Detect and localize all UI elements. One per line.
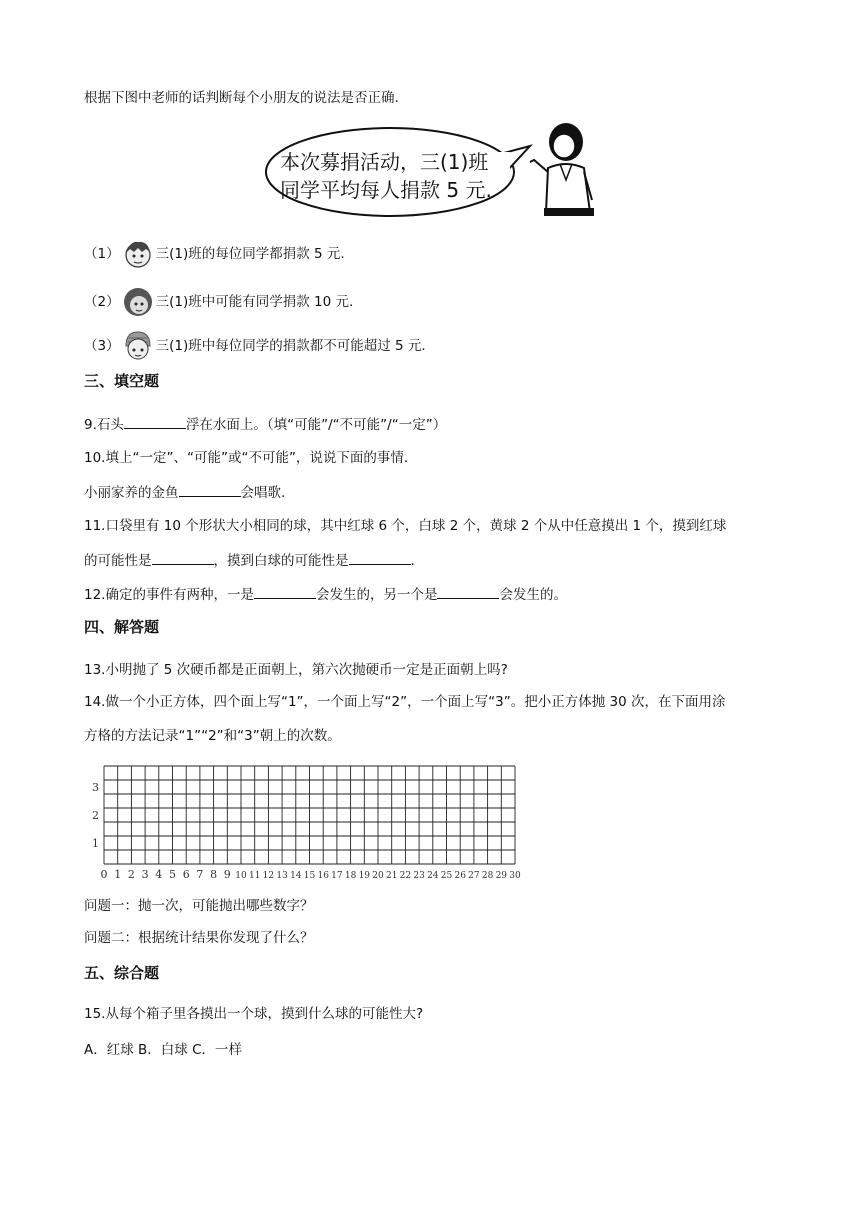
speech-line-2: 同学平均每人捐款 5 元.: [280, 178, 492, 202]
section-3-title: 三、填空题: [84, 372, 160, 390]
teacher-figure-icon: [520, 120, 600, 216]
q11-middle: ，摸到白球的可能性是: [213, 553, 349, 569]
statement-number: （3）: [84, 338, 120, 354]
x-axis-label: 24: [427, 871, 439, 881]
question-11-line-1: 11.口袋里有 10 个形状大小相同的球，其中红球 6 个，白球 2 个，黄球 2 个从中任意摸出 1 个，摸到红球: [84, 518, 727, 534]
question-15: 15.从每个箱子里各摸出一个球，摸到什么球的可能性大?: [84, 1006, 424, 1022]
x-axis-label: 18: [344, 871, 357, 881]
x-axis-label: 14: [290, 871, 302, 881]
x-axis-label: 9: [223, 868, 231, 881]
child-face-icon: [122, 330, 154, 362]
answer-blank[interactable]: [254, 584, 316, 599]
q10-suffix: 会唱歌.: [240, 485, 286, 501]
statement-2: [84, 286, 353, 318]
intro-text: 根据下图中老师的话判断每个小朋友的说法是否正确.: [84, 90, 399, 106]
x-axis-label: 3: [141, 868, 149, 881]
x-axis-label: 19: [358, 871, 371, 881]
grid-svg[interactable]: [88, 762, 528, 884]
x-axis-label: 25: [440, 871, 453, 881]
x-axis-label: 8: [210, 868, 218, 881]
question-11-line-2: [84, 550, 415, 571]
section-4-title: 四、解答题: [84, 618, 160, 636]
statement-3: [84, 330, 426, 362]
x-axis-label: 5: [169, 868, 176, 881]
grid-lines: [104, 766, 515, 864]
q10-prefix: 小丽家养的金鱼: [84, 485, 179, 501]
x-axis-label: 23: [413, 871, 425, 881]
x-axis-label: 17: [331, 871, 343, 881]
x-axis-label: 2: [127, 868, 135, 881]
x-axis-label: 0: [100, 868, 108, 881]
x-axis-label: 20: [372, 871, 384, 881]
x-axis-label: 15: [303, 871, 316, 881]
q12-suffix: 会发生的。: [499, 587, 567, 603]
x-axis-label: 10: [235, 871, 247, 881]
statement-text: 三(1)班中可能有同学捐款 10 元.: [155, 294, 354, 310]
x-axis-label: 16: [317, 871, 329, 881]
child-face-icon: [122, 286, 154, 318]
x-axis-label: 7: [196, 868, 204, 881]
x-axis-label: 4: [155, 868, 163, 881]
q11-suffix: .: [410, 553, 415, 569]
question-14-sub-1: 问题一：抛一次，可能抛出哪些数字？: [84, 898, 314, 914]
question-10-prompt: 10.填上“一定”、“可能”或“不可能”，说说下面的事情.: [84, 450, 409, 466]
question-9: [84, 414, 446, 435]
x-axis-label: 29: [495, 871, 508, 881]
answer-blank[interactable]: [152, 550, 214, 565]
teacher-speech-text: [280, 148, 492, 204]
q9-suffix: 浮在水面上。（填“可能”/“不可能”/“一定”）: [185, 417, 447, 433]
statement-1: [84, 238, 345, 270]
x-axis-label: 12: [262, 871, 275, 881]
y-axis-label: 2: [92, 809, 99, 822]
statement-number: （2）: [84, 294, 120, 310]
q11-prefix: 的可能性是: [84, 553, 152, 569]
q12-middle: 会发生的，另一个是: [315, 587, 438, 603]
question-14-line-1: 14.做一个小正方体，四个面上写“1”，一个面上写“2”，一个面上写“3”。把小正方体抛 30 次，在下面用涂: [84, 694, 726, 710]
answer-blank[interactable]: [437, 584, 499, 599]
question-14-line-2: 方格的方法记录“1”“2”和“3”朝上的次数。: [84, 728, 341, 744]
child-face-icon: [122, 238, 154, 270]
x-axis-label: 30: [509, 871, 521, 881]
speech-line-1: 本次募捐活动，三(1)班: [280, 150, 489, 174]
y-axis-label: 1: [92, 837, 99, 850]
statement-text: 三(1)班的每位同学都捐款 5 元.: [155, 246, 345, 262]
x-axis-label: 1: [114, 868, 122, 881]
x-axis-label: 11: [248, 871, 261, 881]
x-axis-label: 13: [276, 871, 288, 881]
x-axis-label: 28: [481, 871, 494, 881]
section-5-title: 五、综合题: [84, 964, 160, 982]
answer-blank[interactable]: [179, 482, 241, 497]
question-10-item: [84, 482, 285, 503]
question-13: 13.小明抛了 5 次硬币都是正面朝上，第六次抛硬币一定是正面朝上吗?: [84, 662, 508, 678]
x-axis-label: 26: [454, 871, 466, 881]
y-axis-label: 3: [92, 781, 99, 794]
x-axis-label: 27: [468, 871, 480, 881]
answer-blank[interactable]: [349, 550, 411, 565]
question-14-sub-2: 问题二：根据统计结果你发现了什么？: [84, 930, 314, 946]
q9-prefix: 9.石头: [84, 417, 124, 433]
tally-grid: [88, 762, 528, 884]
statement-number: （1）: [84, 246, 120, 262]
x-axis-label: 22: [399, 871, 412, 881]
x-axis-label: 6: [182, 868, 190, 881]
q12-prefix: 12.确定的事件有两种，一是: [84, 587, 254, 603]
statement-text: 三(1)班中每位同学的捐款都不可能超过 5 元.: [155, 338, 426, 354]
x-axis-label: 21: [385, 871, 398, 881]
question-12: [84, 584, 567, 605]
question-15-options: A．红球 B．白球 C．一样: [84, 1042, 243, 1058]
answer-blank[interactable]: [124, 414, 186, 429]
